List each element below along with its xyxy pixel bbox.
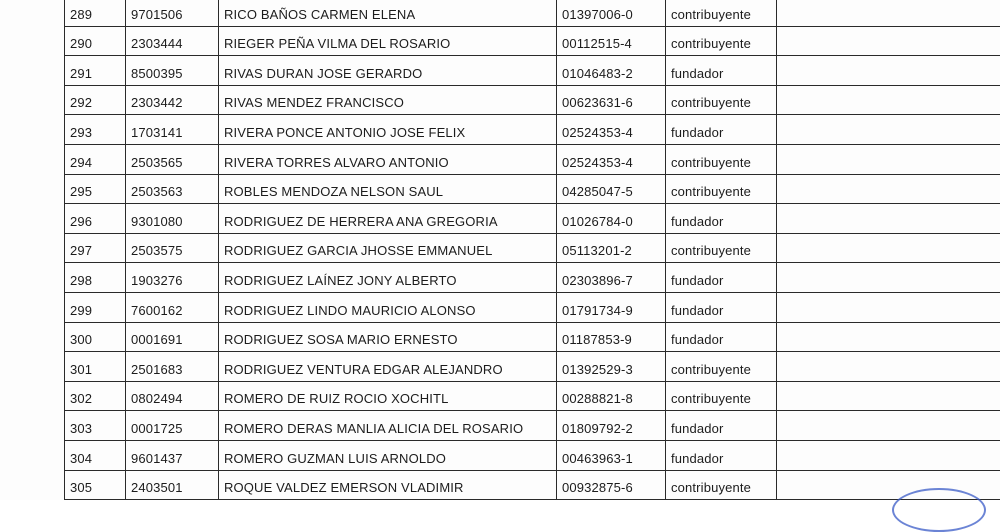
nit-cell: 02524353-4 [557, 144, 666, 174]
member-code-cell: 2403501 [126, 470, 219, 500]
member-name-cell: ROBLES MENDOZA NELSON SAUL [219, 174, 557, 204]
row-number-cell: 298 [65, 263, 126, 293]
member-type-cell: fundador [666, 292, 777, 322]
nit-cell: 04285047-5 [557, 174, 666, 204]
member-name-cell: RICO BAÑOS CARMEN ELENA [219, 0, 557, 26]
member-name-cell: ROMERO GUZMAN LUIS ARNOLDO [219, 440, 557, 470]
member-name-cell: RIVERA TORRES ALVARO ANTONIO [219, 144, 557, 174]
signature-cell [777, 292, 1000, 322]
member-name-cell: RIVERA PONCE ANTONIO JOSE FELIX [219, 115, 557, 145]
signature-cell [777, 322, 1000, 352]
member-name-cell: RIVAS MENDEZ FRANCISCO [219, 85, 557, 115]
member-name-cell: RODRIGUEZ DE HERRERA ANA GREGORIA [219, 204, 557, 234]
member-table [64, 0, 1000, 500]
member-type-cell: fundador [666, 263, 777, 293]
signature-cell [777, 204, 1000, 234]
row-number-cell: 289 [65, 0, 126, 26]
member-name-cell: ROMERO DE RUIZ ROCIO XOCHITL [219, 381, 557, 411]
member-code-cell: 2503565 [126, 144, 219, 174]
member-type-cell: fundador [666, 440, 777, 470]
table-row [65, 233, 1000, 263]
table-row [65, 411, 1000, 441]
table-row [65, 204, 1000, 234]
table-row [65, 440, 1000, 470]
nit-cell: 01392529-3 [557, 352, 666, 382]
member-type-cell: contribuyente [666, 174, 777, 204]
row-number-cell: 296 [65, 204, 126, 234]
table-row [65, 381, 1000, 411]
member-code-cell: 8500395 [126, 56, 219, 86]
row-number-cell: 293 [65, 115, 126, 145]
member-code-cell: 9701506 [126, 0, 219, 26]
signature-cell [777, 174, 1000, 204]
member-name-cell: ROMERO DERAS MANLIA ALICIA DEL ROSARIO [219, 411, 557, 441]
member-table-body [65, 0, 1000, 500]
row-number-cell: 304 [65, 440, 126, 470]
member-name-cell: RIVAS DURAN JOSE GERARDO [219, 56, 557, 86]
member-code-cell: 0001691 [126, 322, 219, 352]
signature-cell [777, 263, 1000, 293]
member-type-cell: contribuyente [666, 233, 777, 263]
member-name-cell: ROQUE VALDEZ EMERSON VLADIMIR [219, 470, 557, 500]
member-type-cell: contribuyente [666, 85, 777, 115]
member-code-cell: 0802494 [126, 381, 219, 411]
member-type-cell: contribuyente [666, 0, 777, 26]
member-type-cell: fundador [666, 56, 777, 86]
nit-cell: 00623631-6 [557, 85, 666, 115]
row-number-cell: 302 [65, 381, 126, 411]
row-number-cell: 291 [65, 56, 126, 86]
nit-cell: 02524353-4 [557, 115, 666, 145]
signature-cell [777, 381, 1000, 411]
row-number-cell: 292 [65, 85, 126, 115]
nit-cell: 01397006-0 [557, 0, 666, 26]
member-type-cell: fundador [666, 322, 777, 352]
signature-cell [777, 115, 1000, 145]
table-row [65, 174, 1000, 204]
member-code-cell: 2503563 [126, 174, 219, 204]
row-number-cell: 301 [65, 352, 126, 382]
member-code-cell: 1703141 [126, 115, 219, 145]
member-type-cell: contribuyente [666, 381, 777, 411]
row-number-cell: 305 [65, 470, 126, 500]
table-row [65, 470, 1000, 500]
table-row [65, 352, 1000, 382]
table-row [65, 144, 1000, 174]
member-type-cell: contribuyente [666, 352, 777, 382]
signature-cell [777, 144, 1000, 174]
signature-cell [777, 85, 1000, 115]
member-name-cell: RODRIGUEZ LINDO MAURICIO ALONSO [219, 292, 557, 322]
member-code-cell: 1903276 [126, 263, 219, 293]
table-row [65, 322, 1000, 352]
member-code-cell: 9601437 [126, 440, 219, 470]
table-row [65, 56, 1000, 86]
signature-cell [777, 411, 1000, 441]
nit-cell: 05113201-2 [557, 233, 666, 263]
member-type-cell: contribuyente [666, 144, 777, 174]
signature-cell [777, 440, 1000, 470]
nit-cell: 01026784-0 [557, 204, 666, 234]
member-type-cell: fundador [666, 115, 777, 145]
row-number-cell: 295 [65, 174, 126, 204]
member-code-cell: 0001725 [126, 411, 219, 441]
row-number-cell: 299 [65, 292, 126, 322]
signature-cell [777, 352, 1000, 382]
row-number-cell: 294 [65, 144, 126, 174]
table-row [65, 263, 1000, 293]
member-name-cell: RODRIGUEZ SOSA MARIO ERNESTO [219, 322, 557, 352]
member-name-cell: RIEGER PEÑA VILMA DEL ROSARIO [219, 26, 557, 56]
seal-stamp [892, 488, 986, 532]
member-name-cell: RODRIGUEZ VENTURA EDGAR ALEJANDRO [219, 352, 557, 382]
row-number-cell: 290 [65, 26, 126, 56]
table-row [65, 115, 1000, 145]
nit-cell: 00463963-1 [557, 440, 666, 470]
signature-cell [777, 0, 1000, 26]
nit-cell: 01046483-2 [557, 56, 666, 86]
signature-cell [777, 233, 1000, 263]
member-code-cell: 7600162 [126, 292, 219, 322]
member-code-cell: 2501683 [126, 352, 219, 382]
member-code-cell: 2303442 [126, 85, 219, 115]
nit-cell: 00112515-4 [557, 26, 666, 56]
member-type-cell: contribuyente [666, 470, 777, 500]
member-type-cell: fundador [666, 411, 777, 441]
nit-cell: 01791734-9 [557, 292, 666, 322]
signature-cell [777, 26, 1000, 56]
nit-cell: 00288821-8 [557, 381, 666, 411]
table-row [65, 85, 1000, 115]
member-type-cell: fundador [666, 204, 777, 234]
table-row [65, 0, 1000, 26]
member-code-cell: 9301080 [126, 204, 219, 234]
signature-cell [777, 56, 1000, 86]
nit-cell: 02303896-7 [557, 263, 666, 293]
table-row [65, 26, 1000, 56]
member-code-cell: 2503575 [126, 233, 219, 263]
member-name-cell: RODRIGUEZ LAÍNEZ JONY ALBERTO [219, 263, 557, 293]
nit-cell: 01187853-9 [557, 322, 666, 352]
member-name-cell: RODRIGUEZ GARCIA JHOSSE EMMANUEL [219, 233, 557, 263]
member-type-cell: contribuyente [666, 26, 777, 56]
row-number-cell: 297 [65, 233, 126, 263]
member-code-cell: 2303444 [126, 26, 219, 56]
row-number-cell: 300 [65, 322, 126, 352]
nit-cell: 00932875-6 [557, 470, 666, 500]
row-number-cell: 303 [65, 411, 126, 441]
table-row [65, 292, 1000, 322]
nit-cell: 01809792-2 [557, 411, 666, 441]
